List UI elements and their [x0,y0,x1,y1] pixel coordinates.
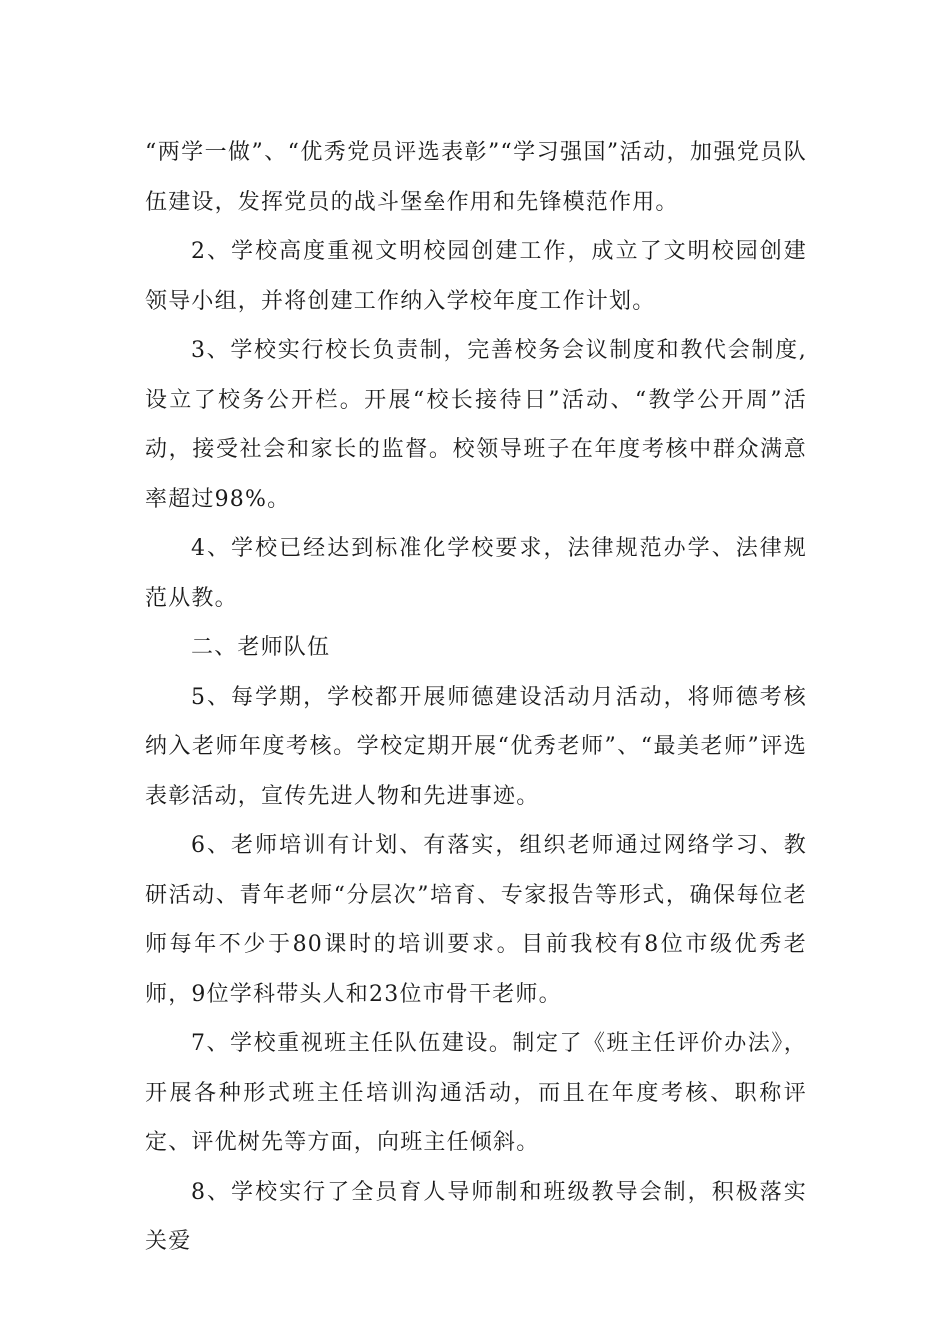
paragraph-item-4: 4、学校已经达到标准化学校要求，法律规范办学、法律规范从教。 [145,536,807,611]
paragraph-item-7: 7、学校重视班主任队伍建设。制定了《班主任评价办法》，开展各种形式班主任培训沟通活动，而且在年度考核、职称评定、评优树先等方面，向班主任倾斜。 [145,1031,807,1155]
paragraph-item-8: 8、学校实行了全员育人导师制和班级教导会制，积极落实关爱 [145,1179,807,1254]
paragraph-item-3: 3、学校实行校长负责制，完善校务会议制度和教代会制度,设立了校务公开栏。开展“校长接待日”活动、“教学公开周”活动，接受社会和家长的监督。校领导班子在年度考核中群众满意率超过98%。 [145,338,807,512]
paragraph-party-activities: “两学一做”、“优秀党员评选表彰”“学习强国”活动，加强党员队伍建设，发挥党员的战斗堡垒作用和先锋模范作用。 [145,140,807,215]
paragraph-item-6: 6、老师培训有计划、有落实，组织老师通过网络学习、教研活动、青年老师“分层次”培育、专家报告等形式，确保每位老师每年不少于80课时的培训要求。目前我校有8位市级优秀老师，9位学科带头人和23位市骨干老师。 [145,833,807,1007]
paragraph-item-5: 5、每学期，学校都开展师德建设活动月活动，将师德考核纳入老师年度考核。学校定期开展“优秀老师”、“最美老师”评选表彰活动，宣传先进人物和先进事迹。 [145,684,807,809]
paragraph-item-2: 2、学校高度重视文明校园创建工作，成立了文明校园创建领导小组，并将创建工作纳入学校年度工作计划。 [145,239,807,314]
document-body [145,128,807,1267]
section-heading-teachers: 二、老师队伍 [191,635,331,660]
